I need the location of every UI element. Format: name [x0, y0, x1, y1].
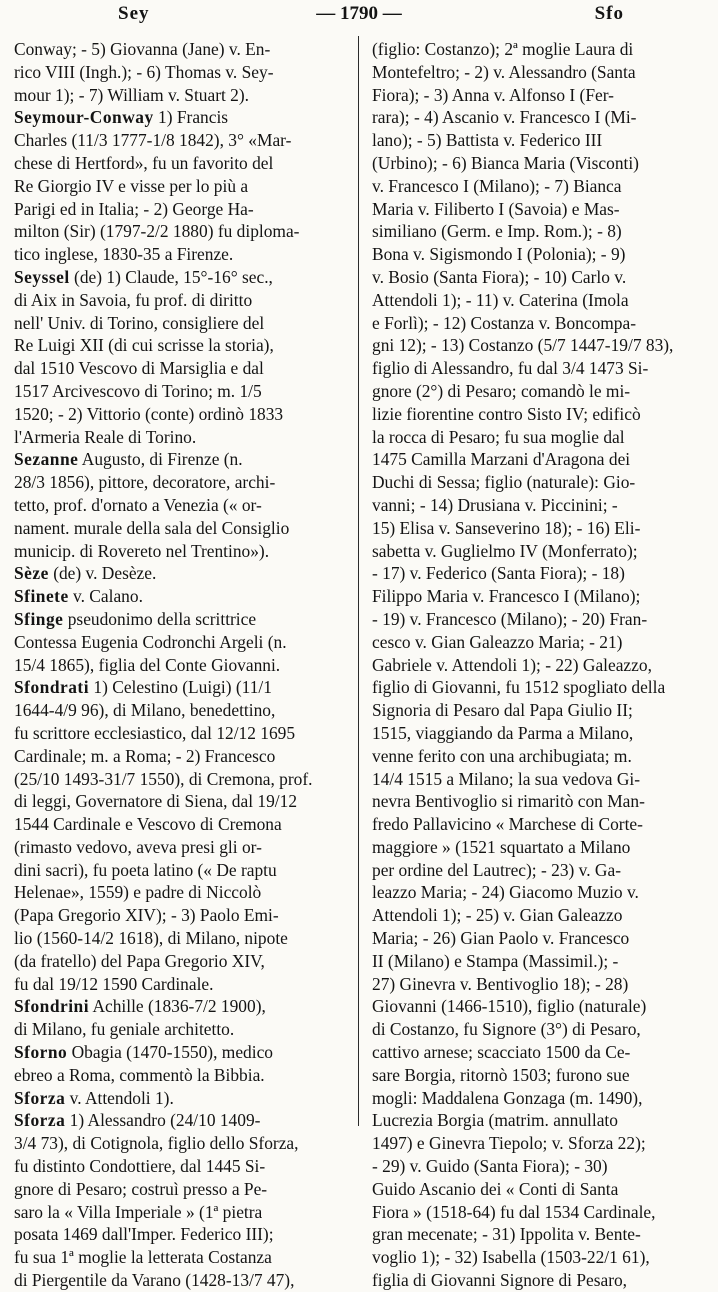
- text-line: Sèze (de) v. Desèze.: [14, 563, 157, 584]
- text-line: rico VIII (Ingh.); - 6) Thomas v. Sey-: [14, 61, 274, 82]
- text-line: 1520; - 2) Vittorio (conte) ordinò 1833: [14, 403, 284, 424]
- text-line: e Forlì); - 12) Costanza v. Boncompa-: [372, 312, 637, 333]
- page-header: [0, 0, 718, 30]
- text-line: lio (1560-14/2 1618), di Milano, nipote: [14, 928, 288, 949]
- text-line: Bona v. Sigismondo I (Polonia); - 9): [372, 244, 626, 265]
- entry-headword: Sforza: [14, 1087, 66, 1108]
- text-line: Re Giorgio IV e visse per lo più a: [14, 175, 249, 196]
- text-line: rara); - 4) Ascanio v. Francesco I (Mi-: [372, 107, 637, 128]
- text-line: sare Borgia, ritornò 1503; furono sue: [372, 1064, 630, 1085]
- text-line: 15/4 1865), figlia del Conte Giovanni.: [14, 654, 281, 675]
- text-line: Cardinale; m. a Roma; - 2) Francesco: [14, 745, 276, 766]
- text-line: Maria v. Filiberto I (Savoia) e Mas-: [372, 198, 620, 219]
- text-line: Fiora); - 3) Anna v. Alfonso I (Fer-: [372, 84, 614, 105]
- text-line: II (Milano) e Stampa (Massimil.); -: [372, 950, 619, 971]
- text-line: gran mecenate; - 31) Ippolita v. Bente-: [372, 1224, 641, 1245]
- text-line: - 29) v. Guido (Santa Fiora); - 30): [372, 1156, 608, 1177]
- text-line: 1517 Arcivescovo di Torino; m. 1/5: [14, 380, 262, 401]
- text-line: di Costanzo, fu Signore (3°) di Pesaro,: [372, 1019, 641, 1040]
- text-line: - 19) v. Francesco (Milano); - 20) Fran-: [372, 608, 648, 629]
- entry-headword: Seymour-Conway: [14, 107, 154, 128]
- text-line: di Milano, fu geniale architetto.: [14, 1019, 235, 1040]
- text-line: fu distinto Condottiere, dal 1445 Si-: [14, 1156, 266, 1177]
- text-line: voglio 1); - 32) Isabella (1503-22/1 61),: [372, 1247, 650, 1268]
- text-line: Seymour-Conway 1) Francis: [14, 107, 229, 128]
- text-line: Montefeltro; - 2) v. Alessandro (Santa: [372, 61, 636, 82]
- text-line: 3/4 73), di Cotignola, figlio dello Sforza,: [14, 1133, 299, 1154]
- text-line: leazzo Maria; - 24) Giacomo Muzio v.: [372, 882, 639, 903]
- text-line: (Urbino); - 6) Bianca Maria (Visconti): [372, 152, 639, 173]
- text-line: di Piergentile da Varano (1428-13/7 47),: [14, 1270, 295, 1291]
- text-line: figlia di Giovanni Signore di Pesaro,: [372, 1270, 628, 1291]
- column-divider: [358, 36, 359, 1126]
- text-line: Giovanni (1466-1510), figlio (naturale): [372, 996, 647, 1017]
- text-line: sabetta v. Guglielmo IV (Monferrato);: [372, 540, 638, 561]
- text-line: Helenae», 1559) e padre di Niccolò: [14, 882, 262, 903]
- text-line: (25/10 1493-31/7 1550), di Cremona, prof.: [14, 768, 313, 789]
- text-line: Seyssel (de) 1) Claude, 15°-16° sec.,: [14, 266, 273, 287]
- text-line: di leggi, Governatore di Siena, dal 19/12: [14, 791, 298, 812]
- text-line: Sforza v. Attendoli 1).: [14, 1087, 174, 1108]
- text-line: Sezanne Augusto, di Firenze (n.: [14, 449, 243, 470]
- header-left-guideword: Sey: [118, 3, 150, 24]
- text-line: Conway; - 5) Giovanna (Jane) v. En-: [14, 39, 271, 59]
- text-line: chese di Hertford», fu un favorito del: [14, 152, 274, 173]
- text-line: gnore (2°) di Pesaro; comandò le mi-: [372, 380, 631, 401]
- text-line: (figlio: Costanzo); 2ª moglie Laura di: [372, 39, 634, 59]
- text-line: figlio di Alessandro, fu dal 3/4 1473 Si-: [372, 358, 649, 379]
- text-line: municip. di Rovereto nel Trentino»).: [14, 540, 270, 561]
- text-line: (Papa Gregorio XIV); - 3) Paolo Emi-: [14, 905, 279, 926]
- text-line: Duchi di Sessa; figlio (naturale): Gio-: [372, 472, 636, 493]
- text-line: lizie fiorentine contro Sisto IV; edificò: [372, 403, 641, 424]
- text-line: Filippo Maria v. Francesco I (Milano);: [372, 586, 641, 607]
- text-line: - 17) v. Federico (Santa Fiora); - 18): [372, 563, 625, 584]
- text-line: posata 1469 dall'Imper. Federico III);: [14, 1224, 274, 1245]
- text-line: cattivo arnese; scacciato 1500 da Ce-: [372, 1042, 631, 1063]
- text-line: venne ferito con una archibugiata; m.: [372, 745, 632, 766]
- text-line: 15) Elisa v. Sanseverino 18); - 16) Eli-: [372, 517, 641, 538]
- text-line: la rocca di Pesaro; fu sua moglie dal: [372, 426, 625, 447]
- text-line: Contessa Eugenia Codronchi Argeli (n.: [14, 631, 287, 652]
- text-line: Sfinete v. Calano.: [14, 586, 143, 607]
- text-line: Gabriele v. Attendoli 1); - 22) Galeazzo,: [372, 654, 652, 675]
- text-line: v. Bosio (Santa Fiora); - 10) Carlo v.: [372, 266, 627, 287]
- text-line: gnore di Pesaro; costruì presso a Pe-: [14, 1178, 268, 1199]
- text-line: 14/4 1515 a Milano; la sua vedova Gi-: [372, 768, 641, 789]
- page-number: — 1790 —: [316, 3, 402, 24]
- text-line: Maria; - 26) Gian Paolo v. Francesco: [372, 928, 630, 949]
- text-line: Guido Ascanio dei « Conti di Santa: [372, 1178, 619, 1199]
- text-line: ebreo a Roma, commentò la Bibbia.: [14, 1064, 265, 1085]
- text-line: gni 12); - 13) Costanzo (5/7 1447-19/7 83),: [372, 335, 674, 356]
- entry-headword: Sfondrini: [14, 996, 90, 1017]
- text-line: nell' Univ. di Torino, consigliere del: [14, 312, 265, 333]
- text-line: Sfondrati 1) Celestino (Luigi) (11/1: [14, 677, 272, 698]
- text-line: 1544 Cardinale e Vescovo di Cremona: [14, 814, 282, 835]
- text-line: 1515, viaggiando da Parma a Milano,: [372, 722, 634, 743]
- entry-headword: Sfinete: [14, 586, 69, 607]
- text-line: dal 1510 Vescovo di Marsiglia e dal: [14, 358, 264, 379]
- text-line: tico inglese, 1830-35 a Firenze.: [14, 244, 234, 265]
- text-line: Fiora » (1518-64) fu dal 1534 Cardinale,: [372, 1201, 656, 1222]
- text-line: fu scrittore ecclesiastico, dal 12/12 1695: [14, 722, 296, 743]
- text-line: di Aix in Savoia, fu prof. di diritto: [14, 289, 253, 310]
- text-line: Attendoli 1); - 25) v. Gian Galeazzo: [372, 905, 623, 926]
- text-line: tetto, prof. d'ornato a Venezia (« or-: [14, 494, 262, 515]
- text-line: fu dal 19/12 1590 Cardinale.: [14, 973, 214, 994]
- entry-headword: Sfinge: [14, 608, 64, 629]
- text-line: Sforza 1) Alessandro (24/10 1409-: [14, 1110, 261, 1131]
- text-line: fu sua 1ª moglie la letterata Costanza: [14, 1247, 272, 1268]
- text-line: 1475 Camilla Marzani d'Aragona dei: [372, 449, 631, 470]
- text-line: mogli: Maddalena Gonzaga (m. 1490),: [372, 1087, 643, 1108]
- entry-headword: Sezanne: [14, 449, 79, 470]
- text-line: mour 1); - 7) William v. Stuart 2).: [14, 84, 250, 105]
- text-line: Re Luigi XII (di cui scrisse la storia),: [14, 335, 274, 356]
- text-line: 1644-4/9 96), di Milano, benedettino,: [14, 700, 276, 721]
- text-line: per ordine del Lautrec); - 23) v. Ga-: [372, 859, 621, 880]
- text-line: 28/3 1856), pittore, decoratore, archi-: [14, 472, 276, 493]
- text-line: cesco v. Gian Galeazzo Maria; - 21): [372, 631, 623, 652]
- entry-headword: Sèze: [14, 563, 49, 584]
- entry-headword: Sforno: [14, 1042, 68, 1063]
- text-line: Parigi ed in Italia; - 2) George Ha-: [14, 198, 254, 219]
- text-line: Sfinge pseudonimo della scrittrice: [14, 608, 257, 629]
- text-line: vanni; - 14) Drusiana v. Piccinini; -: [372, 494, 618, 515]
- text-line: figlio di Giovanni, fu 1512 spogliato della: [372, 677, 666, 698]
- text-line: dini sacri), fu poeta latino (« De raptu: [14, 859, 277, 880]
- text-line: lano); - 5) Battista v. Federico III: [372, 130, 603, 151]
- text-line: Attendoli 1); - 11) v. Caterina (Imola: [372, 289, 629, 310]
- text-line: maggiore » (1521 squartato a Milano: [372, 836, 631, 857]
- text-line: l'Armeria Reale di Torino.: [14, 426, 197, 447]
- text-line: Sforno Obagia (1470-1550), medico: [14, 1042, 273, 1063]
- right-column: [372, 38, 702, 1292]
- text-line: v. Francesco I (Milano); - 7) Bianca: [372, 175, 622, 196]
- text-line: Lucrezia Borgia (matrim. annullato: [372, 1110, 618, 1131]
- text-line: fredo Pallavicino « Marchese di Corte-: [372, 814, 643, 835]
- text-line: 27) Ginevra v. Bentivoglio 18); - 28): [372, 973, 629, 994]
- text-line: 1497) e Ginevra Tiepolo; v. Sforza 22);: [372, 1133, 646, 1154]
- text-line: (rimasto vedovo, aveva presi gli or-: [14, 836, 262, 857]
- text-line: Charles (11/3 1777-1/8 1842), 3° «Mar-: [14, 130, 292, 151]
- text-line: saro la « Villa Imperiale » (1ª pietra: [14, 1201, 263, 1222]
- text-line: (da fratello) del Papa Gregorio XIV,: [14, 950, 265, 971]
- text-line: nevra Bentivoglio si rimaritò con Man-: [372, 791, 645, 812]
- text-line: milton (Sir) (1797-2/2 1880) fu diploma-: [14, 221, 300, 242]
- entry-headword: Sfondrati: [14, 677, 90, 698]
- entry-headword: Seyssel: [14, 266, 70, 287]
- entry-headword: Sforza: [14, 1110, 66, 1131]
- text-line: similiano (Germ. e Imp. Rom.); - 8): [372, 221, 622, 242]
- text-line: Sfondrini Achille (1836-7/2 1900),: [14, 996, 266, 1017]
- header-right-guideword: Sfo: [594, 3, 624, 24]
- text-line: Signoria di Pesaro dal Papa Giulio II;: [372, 700, 633, 721]
- left-column: [14, 38, 344, 1292]
- text-line: nament. murale della sala del Consiglio: [14, 517, 290, 538]
